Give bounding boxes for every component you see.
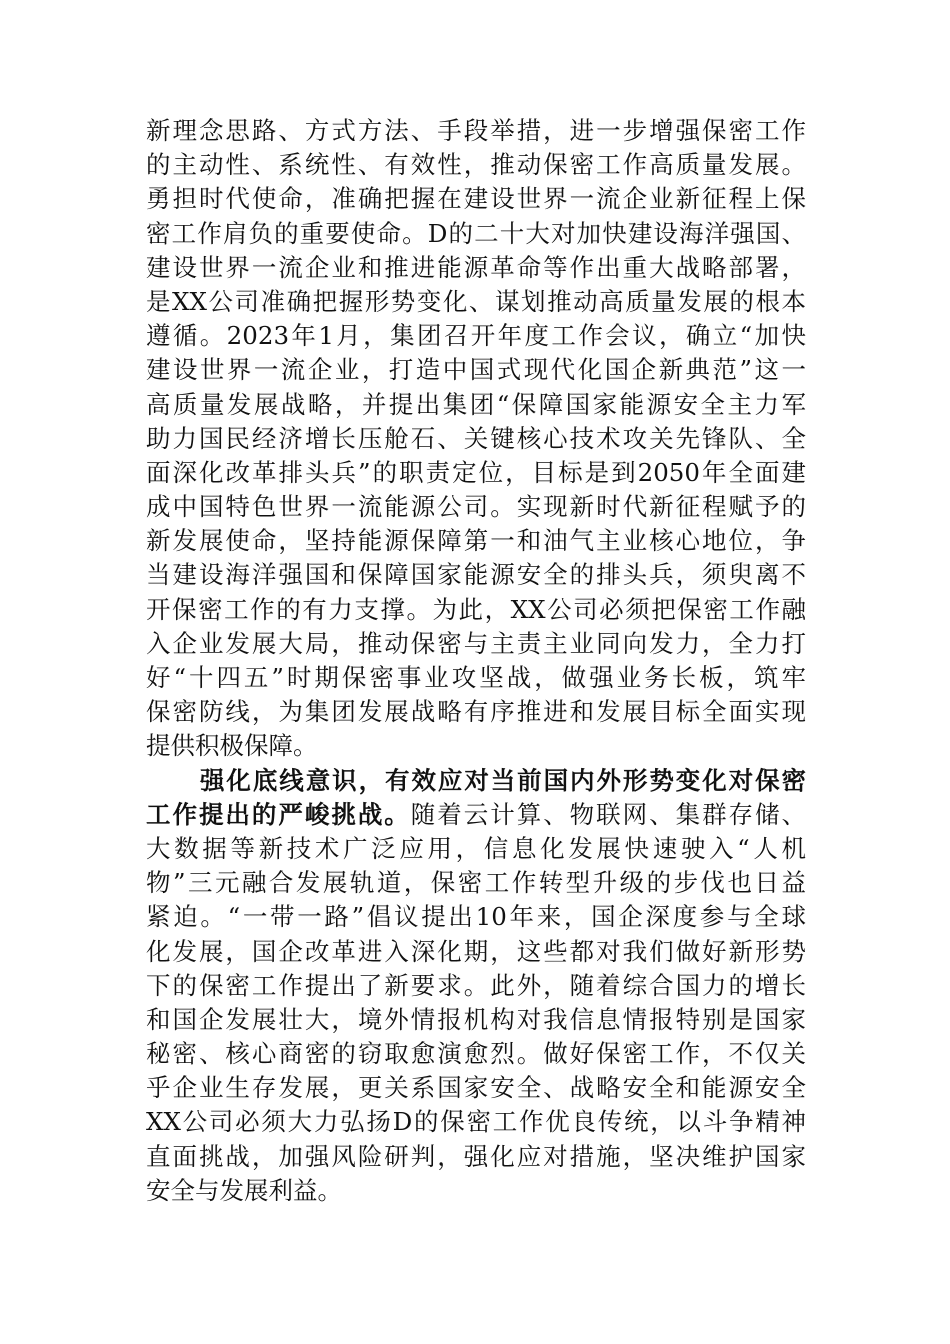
text-segment: 好“十四五”时期保密事业攻坚战，做强业务长板，筑牢 — [146, 663, 806, 692]
text-line — [146, 524, 806, 558]
text-line — [146, 558, 806, 592]
text-segment: 秘密、核心商密的窃取愈演愈烈。做好保密工作，不仅关 — [146, 1039, 806, 1069]
text-line — [146, 900, 806, 934]
text-segment: 遵循。2023年1月，集团召开年度工作会议，确立“加快 — [146, 321, 806, 351]
text-segment: 安全与发展利益。 — [146, 1175, 342, 1205]
text-line — [146, 251, 806, 285]
text-line — [146, 148, 806, 182]
text-segment: 直面挑战，加强风险研判，强化应对措施，坚决维护国家 — [146, 1141, 806, 1171]
text-segment: 高质量发展战略，并提出集团“保障国家能源安全主力军 — [146, 389, 806, 419]
text-segment: 新发展使命，坚持能源保障第一和油气主业核心地位，争 — [146, 526, 806, 556]
text-line — [146, 832, 806, 866]
text-segment: 密工作肩负的重要使命。D的二十大对加快建设海洋强国、 — [146, 218, 806, 248]
text-segment: 是XX公司准确把握形势变化、谋划推动高质量发展的根本 — [146, 286, 806, 316]
text-line — [146, 1140, 806, 1174]
text-segment: 建设世界一流企业，打造中国式现代化国企新典范”这一 — [146, 355, 806, 385]
text-segment: 随着云计算、物联网、集群存储、 — [410, 799, 807, 829]
text-segment: 当建设海洋强国和保障国家能源安全的排头兵，须臾离不 — [146, 560, 806, 590]
text-line — [146, 866, 806, 900]
text-line — [146, 798, 806, 832]
text-line — [146, 593, 806, 627]
text-line — [146, 285, 806, 319]
text-segment: 和国企发展壮大，境外情报机构对我信息情报特别是国家 — [146, 1004, 806, 1034]
text-line — [146, 764, 806, 798]
text-line — [146, 319, 806, 353]
text-line — [146, 114, 806, 148]
text-segment: 化发展，国企改革进入深化期，这些都对我们做好新形势 — [146, 936, 806, 966]
text-segment: 入企业发展大局，推动保密与主责主业同向发力，全力打 — [146, 628, 806, 658]
text-line — [146, 729, 806, 763]
text-line — [146, 388, 806, 422]
text-segment: 新理念思路、方式方法、手段举措，进一步增强保密工作 — [146, 116, 806, 145]
text-segment: 紧迫。“一带一路”倡议提出10年来，国企深度参与全球 — [146, 902, 806, 932]
text-line — [146, 1037, 806, 1071]
bold-text-segment: 工作提出的严峻挑战。 — [146, 799, 411, 829]
text-line — [146, 695, 806, 729]
text-line — [146, 422, 806, 456]
text-line — [146, 661, 806, 695]
text-segment: 乎企业生存发展，更关系国家安全、战略安全和能源安全 — [146, 1073, 806, 1103]
text-segment: 大数据等新技术广泛应用，信息化发展快速驶入“人机 — [146, 833, 806, 863]
text-segment: 提供积极保障。 — [146, 731, 318, 761]
text-line — [146, 353, 806, 387]
text-line — [146, 1003, 806, 1037]
document-body — [146, 114, 806, 1208]
text-segment: 助力国民经济增长压舱石、关键核心技术攻关先锋队、全 — [146, 423, 806, 453]
text-line — [146, 1071, 806, 1105]
text-line — [146, 182, 806, 216]
text-segment: 物”三元融合发展轨道，保密工作转型升级的步伐也日益 — [146, 868, 806, 898]
text-segment: 的主动性、系统性、有效性，推动保密工作高质量发展。 — [146, 150, 806, 180]
text-segment: 下的保密工作提出了新要求。此外，随着综合国力的增长 — [146, 970, 806, 1000]
text-line — [146, 1105, 806, 1139]
text-line — [146, 969, 806, 1003]
text-line — [146, 490, 806, 524]
text-segment: 保密防线，为集团发展战略有序推进和发展目标全面实现 — [146, 697, 806, 727]
text-line — [146, 1174, 806, 1208]
text-segment: 成中国特色世界一流能源公司。实现新时代新征程赋予的 — [146, 492, 806, 522]
text-segment: 勇担时代使命，准确把握在建设世界一流企业新征程上保 — [146, 184, 806, 214]
text-line — [146, 935, 806, 969]
text-line — [146, 217, 806, 251]
text-segment: 建设世界一流企业和推进能源革命等作出重大战略部署， — [146, 252, 806, 282]
text-line — [146, 456, 806, 490]
text-segment: 面深化改革排头兵”的职责定位，目标是到2050年全面建 — [146, 457, 806, 487]
text-line — [146, 627, 806, 661]
text-segment: XX公司必须大力弘扬D的保密工作优良传统，以斗争精神 — [146, 1107, 806, 1137]
text-segment: 开保密工作的有力支撑。为此，XX公司必须把保密工作融 — [146, 594, 806, 624]
bold-text-segment: 强化底线意识，有效应对当前国内外形势变化对保密 — [200, 765, 806, 795]
